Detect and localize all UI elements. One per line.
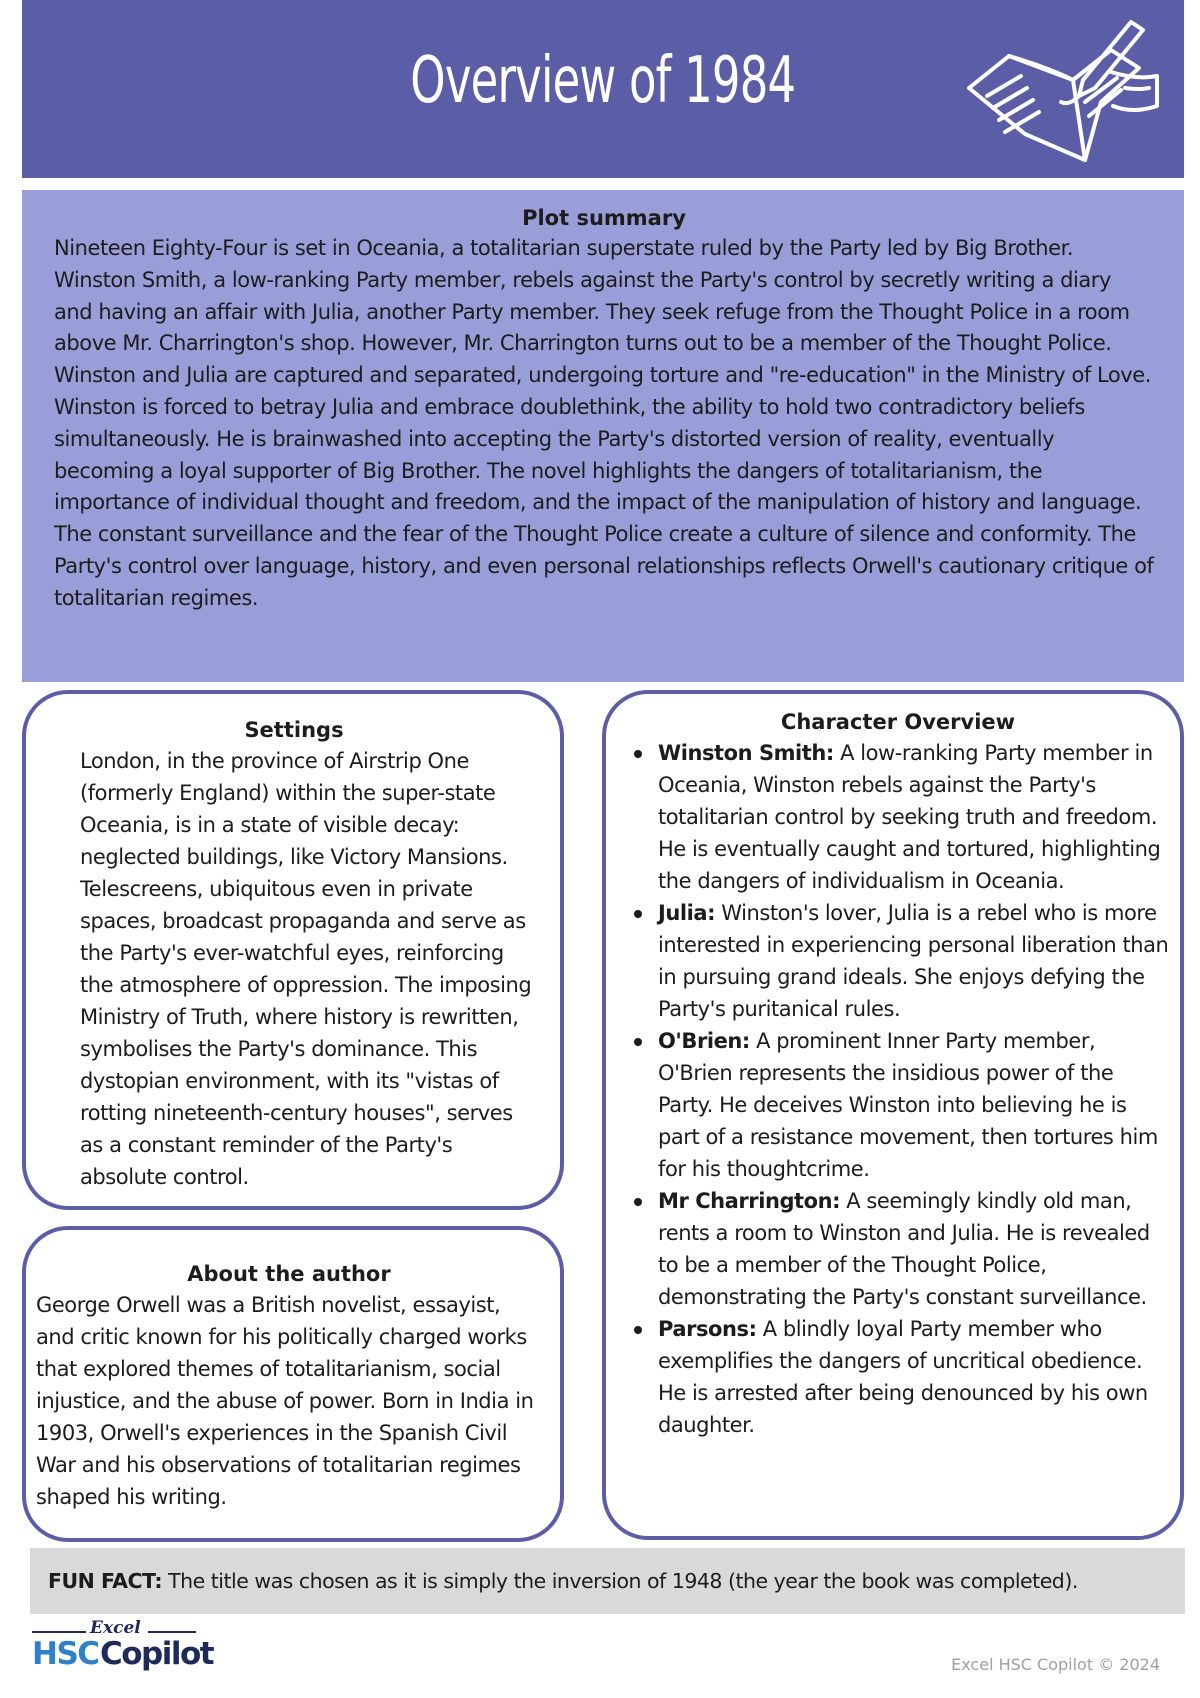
bullet-icon: [634, 1038, 642, 1046]
character-name: Mr Charrington:: [658, 1189, 841, 1213]
character-description: A seemingly kindly old man, rents a room to Winston and Julia. He is revealed to be a member of the Thought Police, demonstrating the Party's constant surveillance.: [658, 1189, 1150, 1309]
character-description: A low-ranking Party member in Oceania, Winston rebels against the Party's totalitarian control by seeking truth and freedom. He is eventually caught and tortured, highlighting the dangers of individualism in Oceania.: [658, 741, 1161, 893]
fun-fact-text: The title was chosen as it is simply the inversion of 1948 (the year the book was completed).: [162, 1569, 1078, 1593]
settings-panel: [22, 690, 564, 1210]
logo-rule-right: [148, 1631, 196, 1633]
plot-summary-heading: Plot summary: [522, 206, 686, 230]
list-item: [626, 1025, 1170, 1185]
about-author-text: George Orwell was a British novelist, essayist, and critic known for his politically charged works that explored themes of totalitarianism, social injustice, and the abuse of power. Born in India in 1903, Orwell's experiences in the Spanish Civil War and his observations of totalitarian regimes shaped his writing.: [36, 1293, 534, 1509]
character-name: Julia:: [658, 901, 716, 925]
settings-text: London, in the province of Airstrip One (formerly England) within the super-state Oceania, is in a state of visible decay: neglected buildings, like Victory Mansions. Telescreens, ubiquitous even in private spaces, broadcast propaganda and serve as the Party's ever-watchful eyes, reinforcing the atmosphere of oppression. The imposing Ministry of Truth, where history is rewritten, symbolises the Party's dominance. This dystopian environment, with its "vistas of rotting nineteenth-century houses", serves as a constant reminder of the Party's absolute control.: [80, 749, 532, 1189]
plot-summary-text: Nineteen Eighty-Four is set in Oceania, a totalitarian superstate ruled by the Party led by Big Brother. Winston Smith, a low-ranking Party member, rebels against the Party's control by secretly writing a diary and having an affair with Julia, another Party member. They seek refuge from the Thought Police in a room above Mr. Charrington's shop. However, Mr. Charrington turns out to be a member of the Thought Police. Winston and Julia are captured and separated, undergoing torture and "re-education" in the Ministry of Love. Winston is forced to betray Julia and embrace doublethink, the ability to hold two contradictory beliefs simultaneously. He is brainwashed into accepting the Party's distorted version of reality, eventually becoming a loyal supporter of Big Brother. The novel highlights the dangers of totalitarianism, the importance of individual thought and freedom, and the impact of the manipulation of history and language. The constant surveillance and the fear of the Thought Police create a culture of silence and conformity. The Party's control over language, history, and even personal relationships reflects Orwell's cautionary critique of totalitarian regimes.: [54, 236, 1154, 610]
character-description: A blindly loyal Party member who exemplifies the dangers of uncritical obedience. He is arrested after being denounced by his own daughter.: [658, 1317, 1148, 1437]
character-list: [626, 737, 1170, 1441]
bullet-icon: [634, 1326, 642, 1334]
character-name: Parsons:: [658, 1317, 757, 1341]
list-item: [626, 897, 1170, 1025]
character-overview-heading: Character Overview: [780, 710, 1016, 734]
book-writing-icon: [961, 10, 1166, 170]
bullet-icon: [634, 750, 642, 758]
logo-rule-left: [32, 1631, 86, 1633]
excel-hsc-copilot-logo: [32, 1618, 222, 1682]
fun-fact-label: FUN FACT:: [48, 1569, 163, 1593]
list-item: [626, 737, 1170, 897]
character-overview-panel: [602, 690, 1184, 1540]
footer-copyright: Excel HSC Copilot © 2024: [951, 1655, 1160, 1674]
about-author-heading: About the author: [187, 1262, 391, 1286]
character-description: Winston's lover, Julia is a rebel who is more interested in experiencing personal liberation than in pursuing grand ideals. She enjoys defying the Party's puritanical rules.: [658, 901, 1169, 1021]
plot-summary-box: [22, 190, 1184, 682]
header-banner: [22, 0, 1184, 178]
page-title: Overview of 1984: [410, 44, 796, 118]
character-name: Winston Smith:: [658, 741, 834, 765]
character-name: O'Brien:: [658, 1029, 750, 1053]
about-author-panel: [22, 1226, 564, 1542]
bullet-icon: [634, 1198, 642, 1206]
logo-excel-text: Excel: [90, 1618, 141, 1638]
logo-hsc-text: HSC: [32, 1636, 99, 1672]
settings-heading: Settings: [244, 718, 344, 742]
list-item: [626, 1313, 1170, 1441]
bullet-icon: [634, 910, 642, 918]
logo-copilot-text: Copilot: [100, 1636, 214, 1672]
fun-fact-bar: [30, 1548, 1185, 1614]
list-item: [626, 1185, 1170, 1313]
character-description: A prominent Inner Party member, O'Brien represents the insidious power of the Party. He deceives Winston into believing he is part of a resistance movement, then tortures him for his thoughtcrime.: [658, 1029, 1158, 1181]
